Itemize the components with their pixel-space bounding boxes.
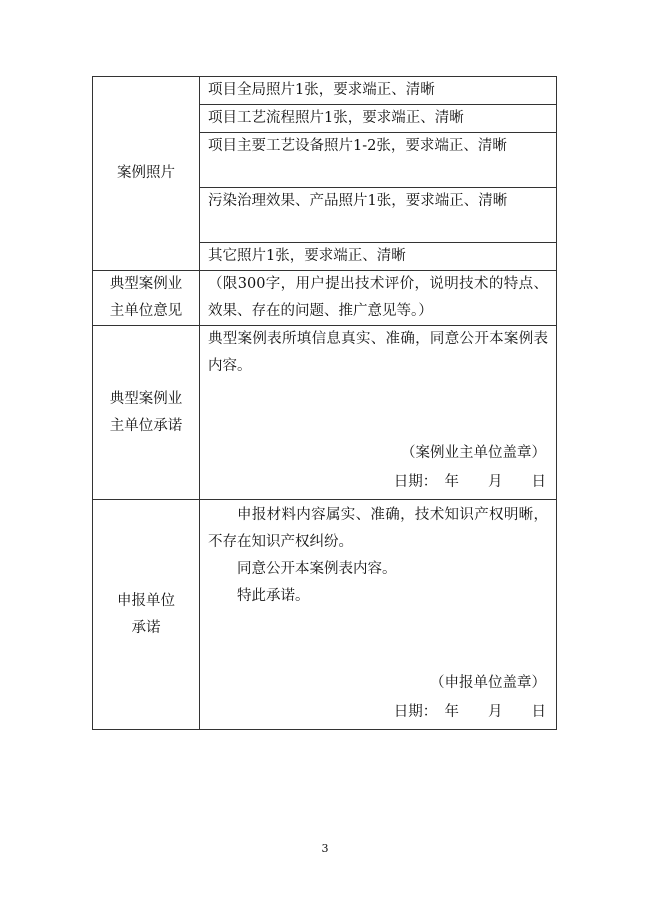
owner-promise-text: 典型案例表所填信息真实、准确，同意公开本案例表内容。 bbox=[208, 331, 548, 374]
owner-opinion-text: （限300字，用户提出技术评价，说明技术的特点、效果、存在的问题、推广意见等。） bbox=[200, 271, 557, 326]
applicant-promise-paragraph: 申报材料内容属实、准确，技术知识产权明晰，不存在知识产权纠纷。 bbox=[208, 507, 548, 550]
photo-item: 项目工艺流程照片1张，要求端正、清晰 bbox=[200, 105, 557, 133]
owner-opinion-label: 典型案例业主单位意见 bbox=[93, 271, 200, 326]
photo-item: 其它照片1张，要求端正、清晰 bbox=[200, 243, 557, 271]
applicant-date-line: 日期： 年 月 日 bbox=[393, 704, 546, 720]
photo-item: 项目全局照片1张，要求端正、清晰 bbox=[200, 77, 557, 105]
page-number: 3 bbox=[321, 842, 329, 855]
applicant-promise-paragraph: 特此承诺。 bbox=[237, 588, 310, 604]
applicant-stamp-note: （申报单位盖章） bbox=[430, 675, 546, 691]
photo-item: 污染治理效果、产品照片1张，要求端正、清晰 bbox=[200, 188, 557, 243]
owner-promise-cell bbox=[200, 326, 557, 500]
photos-label: 案例照片 bbox=[93, 77, 200, 271]
owner-stamp-note: （案例业主单位盖章） bbox=[401, 445, 546, 461]
applicant-promise-paragraph: 同意公开本案例表内容。 bbox=[237, 561, 397, 577]
applicant-promise-label: 申报单位承诺 bbox=[93, 500, 200, 730]
owner-promise-label: 典型案例业主单位承诺 bbox=[93, 326, 200, 500]
applicant-promise-cell bbox=[200, 500, 557, 730]
case-form-table bbox=[92, 76, 557, 730]
photo-item: 项目主要工艺设备照片1-2张，要求端正、清晰 bbox=[200, 133, 557, 188]
owner-date-line: 日期： 年 月 日 bbox=[393, 474, 546, 490]
